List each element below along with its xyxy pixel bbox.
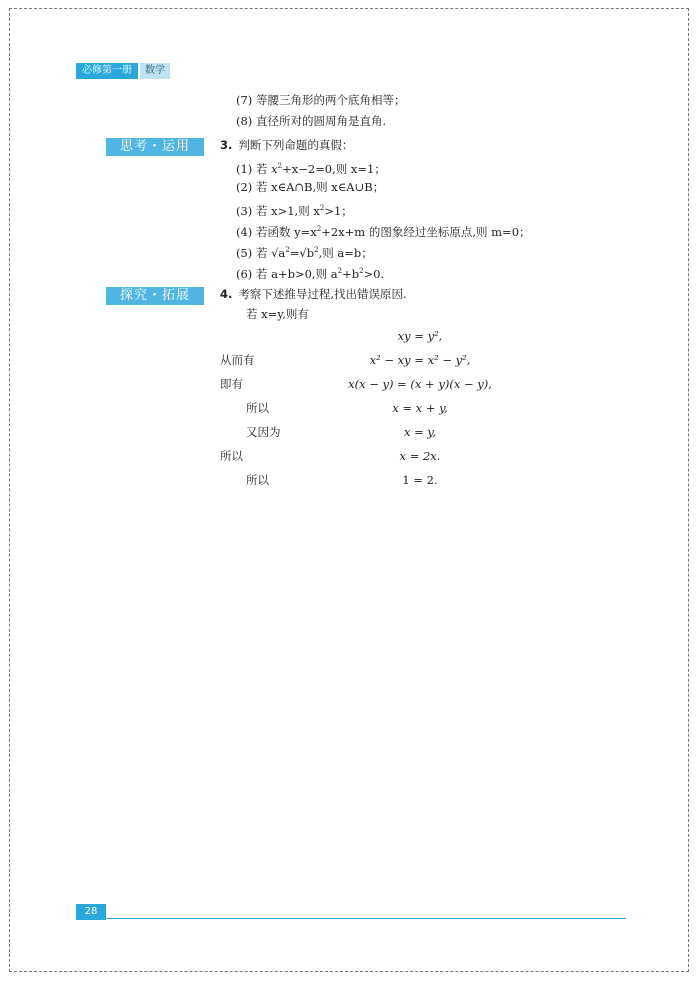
q3-item-1-part1: x [271,162,278,176]
header-subject-tag: 数学 [140,63,170,79]
q4-step-6-eq: x = 2x. [399,449,441,463]
q4-step-7-left: 所以 [246,473,269,487]
q4-step-1-eq: xy = y², [397,329,443,343]
q3-item-4-part1: y=x [294,225,317,239]
page-number: 28 [76,904,106,920]
header-book-tag: 必修第一册 [76,63,138,79]
prev-item-8: (8) 直径所对的圆周角是直角. [236,114,387,128]
q3-item-4-part2: +2x+m 的图象经过坐标原点,则 m=0； [321,225,531,239]
q4-step-4-eq: x = x + y, [392,401,448,415]
q3-item-4-label: (4) 若函数 [236,225,291,239]
q3-item-3-label: (3) 若 [236,204,268,218]
q3-item-2 [236,179,384,195]
q3-item-5-label: (5) 若 [236,246,268,260]
footer-rule [106,918,626,919]
q3-item-3-sup1: 2 [319,204,325,212]
section-banner-explore-extend: 探究・拓展 [106,287,204,305]
question-4-number: 4. [220,287,233,301]
question-4-text: 考察下述推导过程,找出错误原因. [238,287,407,301]
q3-item-4 [236,221,531,240]
q3-item-5 [236,242,373,261]
q3-item-1 [236,158,386,177]
q3-item-2-text: x∈A∩B,则 x∈A∪B； [271,180,385,194]
q4-step-2-eq: x² − xy = x² − y², [369,353,471,367]
q3-item-6 [236,263,384,282]
question-3-number: 3. [220,138,233,152]
q3-item-2-label: (2) 若 [236,180,268,194]
q3-item-4-sup1: 2 [316,225,322,233]
q4-step-4-left: 所以 [246,401,269,415]
question-4-prompt [220,286,407,302]
q3-item-6-part1: a+b>0,则 a [271,267,338,281]
q3-item-3-part1: x>1,则 x [271,204,320,218]
q3-item-3-part2: >1； [324,204,353,218]
question-3-text: 判断下列命题的真假： [238,138,354,152]
q4-step-5-eq: x = y, [403,425,437,439]
q4-step-3-left: 即有 [220,377,243,391]
q4-intro: 若 x=y,则有 [246,307,309,321]
q3-item-1-part2: +x−2=0,则 x=1； [282,162,386,176]
q3-item-5-sup2: 2 [314,246,319,254]
q3-item-6-sup2: 2 [359,267,364,275]
q3-item-6-label: (6) 若 [236,267,268,281]
q3-item-5-sup1: 2 [285,246,290,254]
question-3-prompt [220,137,353,153]
q4-step-7-eq: 1 = 2. [402,473,438,487]
section-banner-think-apply: 思考・运用 [106,138,204,156]
q3-item-1-sup1: 2 [277,162,283,170]
q4-step-2-left: 从而有 [220,353,255,367]
prev-item-7: (7) 等腰三角形的两个底角相等； [236,93,406,107]
q3-item-6-part2: +b [342,267,360,281]
q3-item-5-part1: √a [271,246,286,260]
q4-step-3-eq: x(x − y) = (x + y)(x − y), [348,377,492,391]
q4-step-5-left: 又因为 [246,425,281,439]
q3-item-3 [236,200,353,219]
q3-item-5-part2: =√b [289,246,315,260]
q4-step-6-left: 所以 [220,449,243,463]
q3-item-5-part3: ,则 a=b； [318,246,373,260]
q3-item-1-label: (1) 若 [236,162,268,176]
q3-item-6-part3: >0. [363,267,385,281]
q3-item-6-sup1: 2 [337,267,343,275]
